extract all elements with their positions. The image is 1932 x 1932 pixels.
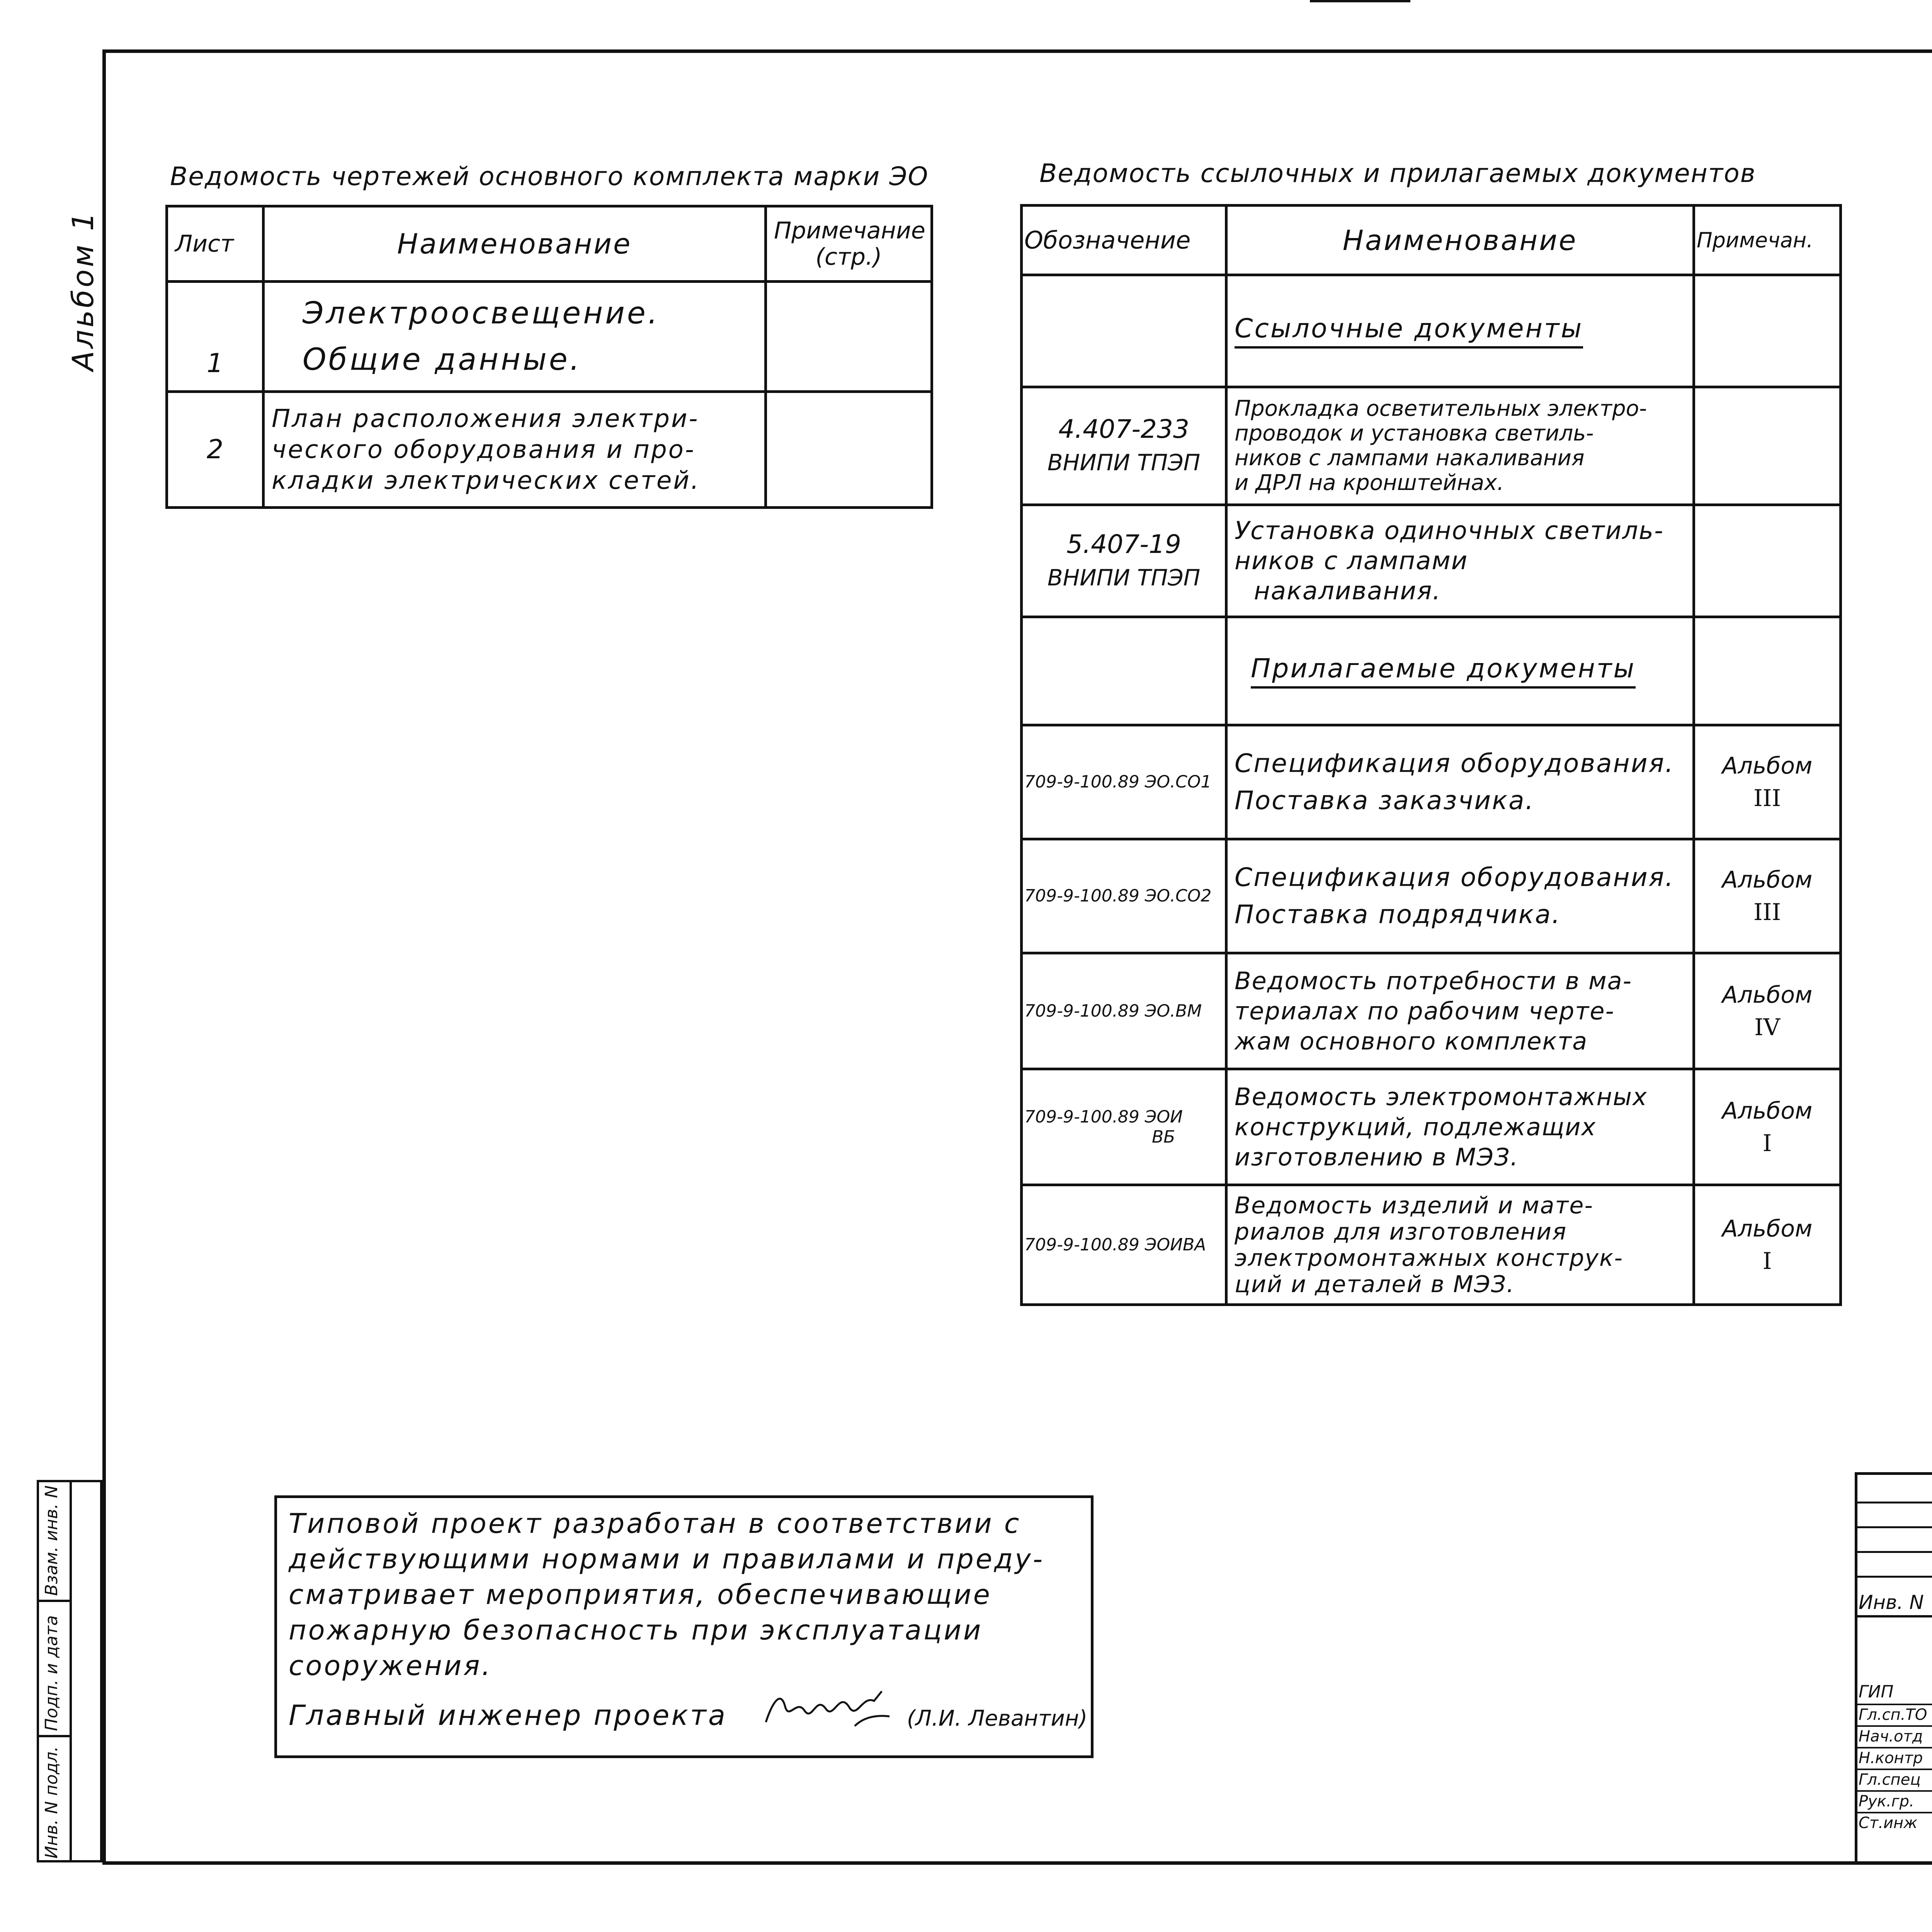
doc-code-org: ВНИПИ ТПЭП xyxy=(1047,449,1201,476)
project-statement-box xyxy=(274,1495,1094,1758)
staff-row xyxy=(1855,1769,1932,1792)
doc-code-suffix: ВБ xyxy=(1152,1127,1175,1147)
table-row xyxy=(1022,725,1841,839)
doc-note: Альбом xyxy=(1722,752,1813,779)
doc-name: проводок и установка светиль- xyxy=(1235,421,1594,446)
table-row xyxy=(1022,505,1841,617)
doc-name: жам основного комплекта xyxy=(1235,1027,1588,1055)
doc-name: накаливания. xyxy=(1254,577,1441,605)
doc-name: риалов для изготовления xyxy=(1235,1218,1567,1245)
doc-code: 709-9-100.89 ЭОИВА xyxy=(1022,1185,1226,1305)
doc-note: Альбом xyxy=(1722,866,1813,893)
doc-name: Установка одиночных светиль- xyxy=(1235,516,1664,545)
doc-code: 709-9-100.89 ЭО.ВМ xyxy=(1022,953,1226,1069)
staff-grid-row xyxy=(1855,1615,1932,1617)
doc-code: 5.407-19 xyxy=(1066,529,1181,559)
doc-name: электромонтажных конструк- xyxy=(1235,1244,1623,1272)
statement-line: Типовой проект разработан в соответствии с xyxy=(289,1508,1021,1539)
doc-code: 709-9-100.89 ЭО.СО2 xyxy=(1022,839,1226,953)
drawings-list-table xyxy=(165,205,933,509)
doc-note-volume: IV xyxy=(1754,1014,1781,1041)
header-note: Примечание (стр.) xyxy=(766,206,932,282)
doc-note-volume: I xyxy=(1762,1247,1772,1275)
statement-line: сматривает мероприятия, обеспечивающие xyxy=(289,1579,992,1611)
doc-code: 709-9-100.89 ЭОИ xyxy=(1024,1107,1183,1127)
doc-name: Спецификация оборудования. xyxy=(1235,862,1675,892)
staff-role: Н.контр xyxy=(1859,1749,1923,1767)
left-stamp-divider xyxy=(70,1480,72,1862)
documents-list-table xyxy=(1020,204,1842,1306)
staff-role: Гл.спец xyxy=(1859,1771,1921,1789)
doc-name: Поставка подрядчика. xyxy=(1235,900,1561,929)
doc-name: Спецификация оборудования. xyxy=(1235,748,1675,778)
header-sheet: Лист xyxy=(167,206,264,282)
doc-note: Альбом xyxy=(1722,1215,1813,1242)
section-ref-title: Ссылочные документы xyxy=(1235,313,1583,349)
stamp-inv-number: Инв. N подл. xyxy=(42,1746,61,1859)
doc-name: Ведомость изделий и мате- xyxy=(1235,1192,1594,1219)
sheet-number: 1 xyxy=(167,282,264,392)
staff-grid-row xyxy=(1855,1502,1932,1503)
header-name: Наименование xyxy=(264,206,766,282)
table-row xyxy=(1022,1069,1841,1185)
staff-role: Гл.сп.ТО xyxy=(1859,1706,1927,1724)
doc-code: 4.407-233 xyxy=(1058,414,1189,444)
doc-code-org: ВНИПИ ТПЭП xyxy=(1047,564,1201,591)
doc-note: Альбом xyxy=(1722,981,1813,1009)
doc-name: изготовлению в МЭЗ. xyxy=(1235,1143,1519,1171)
chief-engineer-label: Главный инженер проекта xyxy=(289,1699,727,1731)
staff-role: Рук.гр. xyxy=(1859,1793,1914,1810)
statement-line: сооружения. xyxy=(289,1650,492,1682)
sheet-name: Общие данные. xyxy=(303,342,582,377)
section-att-title: Прилагаемые документы xyxy=(1251,653,1636,689)
table-row xyxy=(167,392,932,508)
staff-role: Ст.инж xyxy=(1859,1814,1918,1832)
top-stroke xyxy=(1310,0,1410,2)
doc-name: териалах по рабочим черте- xyxy=(1235,997,1615,1025)
doc-note-volume: III xyxy=(1753,785,1781,812)
staff-row xyxy=(1855,1790,1932,1813)
sheet-name: Электроосвещение. xyxy=(303,296,660,331)
staff-role: Нач.отд xyxy=(1859,1728,1923,1745)
staff-row xyxy=(1855,1747,1932,1770)
sheet-number: 2 xyxy=(167,392,264,508)
doc-name: Прокладка осветительных электро- xyxy=(1235,396,1647,421)
documents-list-title: Ведомость ссылочных и прилагаемых документов xyxy=(1039,158,1756,188)
staff-row xyxy=(1855,1725,1932,1748)
stamp-sign-date: Подп. и дата xyxy=(42,1615,61,1731)
sheet-name: План расположения электри- xyxy=(272,404,699,433)
sheet-name: ческого оборудования и про- xyxy=(272,435,696,464)
doc-name: конструкций, подлежащих xyxy=(1235,1112,1597,1141)
left-stamp-divider xyxy=(37,1600,71,1602)
staff-row xyxy=(1855,1679,1932,1705)
doc-name: ций и деталей в МЭЗ. xyxy=(1235,1270,1515,1298)
doc-name: Ведомость электромонтажных xyxy=(1235,1082,1648,1111)
table-row xyxy=(1022,1185,1841,1305)
doc-name: Поставка заказчика. xyxy=(1235,786,1535,815)
doc-name: ников с лампами накаливания xyxy=(1235,446,1585,471)
doc-note-volume: I xyxy=(1762,1129,1772,1157)
section-row xyxy=(1022,617,1841,725)
doc-note-volume: III xyxy=(1753,899,1781,926)
table-row xyxy=(1022,953,1841,1069)
doc-name: и ДРЛ на кронштейнах. xyxy=(1235,470,1504,495)
chief-engineer-name: (Л.И. Левантин) xyxy=(907,1706,1088,1731)
staff-grid-row xyxy=(1855,1526,1932,1528)
table-row xyxy=(1022,387,1841,505)
header-note: Примечан. xyxy=(1694,206,1841,275)
left-stamp-divider xyxy=(37,1735,71,1737)
table-row xyxy=(167,282,932,392)
sheet-note xyxy=(766,392,932,508)
doc-note: Альбом xyxy=(1722,1097,1813,1124)
stamp-replace-inv: Взам. инв. N xyxy=(42,1485,61,1596)
header-code: Обозначение xyxy=(1022,206,1226,275)
chief-engineer-signature xyxy=(758,1684,905,1734)
section-row xyxy=(1022,275,1841,387)
sheet-name: кладки электрических сетей. xyxy=(272,466,701,495)
statement-line: действующими нормами и правилами и преду- xyxy=(289,1543,1044,1575)
drawings-list-title: Ведомость чертежей основного комплекта марки ЭО xyxy=(170,162,929,191)
doc-name: Ведомость потребности в ма- xyxy=(1235,966,1633,995)
statement-line: пожарную безопасность при эксплуатации xyxy=(289,1614,983,1646)
doc-code: 709-9-100.89 ЭО.СО1 xyxy=(1022,725,1226,839)
table-row xyxy=(1022,839,1841,953)
staff-grid-row xyxy=(1855,1551,1932,1553)
doc-name: ников с лампами xyxy=(1235,546,1468,575)
album-label: Альбом 1 xyxy=(66,210,100,371)
staff-grid-row xyxy=(1855,1576,1932,1578)
header-name: Наименование xyxy=(1226,206,1694,275)
inv-label: Инв. N xyxy=(1859,1591,1924,1614)
staff-row xyxy=(1855,1704,1932,1727)
staff-row xyxy=(1855,1812,1932,1833)
staff-role: ГИП xyxy=(1859,1682,1894,1702)
sheet-note xyxy=(766,282,932,392)
